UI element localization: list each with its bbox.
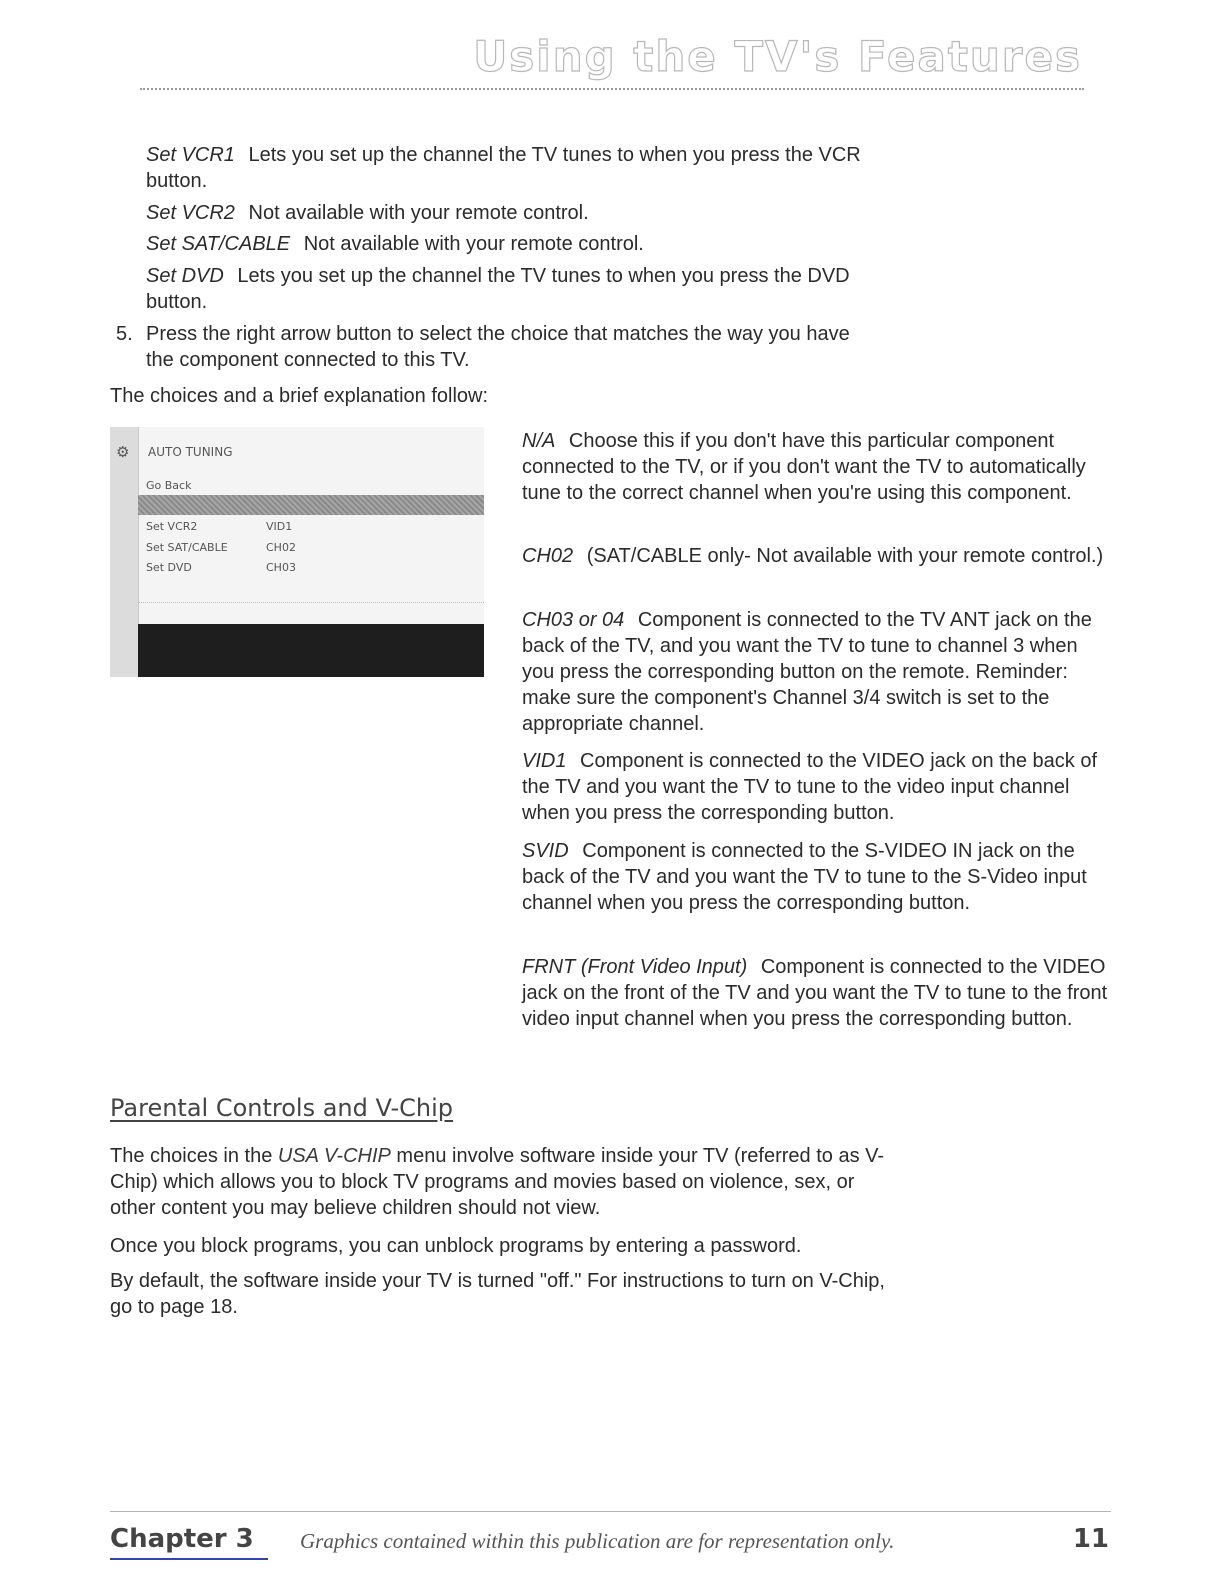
choice-term: N/A [522, 430, 556, 452]
setup-term: Set VCR2 [146, 202, 235, 224]
setup-term: Set VCR1 [146, 144, 235, 166]
choice-term: CH02 [522, 545, 574, 567]
step-text: Press the right arrow button to select the choice that matches the way you have the component connected to this TV. [146, 323, 850, 371]
setup-term: Set DVD [146, 265, 224, 287]
choice-text: Component is connected to the S-VIDEO IN jack on the back of the TV and you want the TV to tune to the S-Video input channel when you press the corresponding button. [522, 840, 1087, 914]
menu-row-label: Set SAT/CABLE [146, 541, 228, 554]
choice-term: VID1 [522, 750, 567, 772]
choice-term: SVID [522, 840, 569, 862]
menu-row [146, 561, 296, 574]
setup-text: Lets you set up the channel the TV tunes to when you press the DVD button. [146, 265, 850, 313]
choice-ch02 [522, 543, 1112, 569]
footer-chapter-underline [110, 1558, 268, 1560]
setup-item-vcr1 [146, 142, 876, 194]
header-divider [140, 88, 1084, 90]
footer-divider [110, 1511, 1111, 1512]
setup-item-vcr2 [146, 200, 876, 226]
parental-paragraph-2: Once you block programs, you can unblock programs by entering a password. [110, 1235, 802, 1257]
menu-dotted-divider [138, 602, 484, 603]
step-5 [116, 321, 876, 373]
setup-text: Not available with your remote control. [303, 233, 644, 255]
choice-term: CH03 or 04 [522, 609, 625, 631]
choice-svid [522, 838, 1112, 916]
menu-title: AUTO TUNING [148, 445, 233, 459]
menu-side-strip [110, 427, 139, 677]
choice-ch03-04 [522, 607, 1112, 737]
parental-paragraph-1 [110, 1143, 890, 1221]
footer-chapter: Chapter 3 [110, 1524, 254, 1554]
setup-item-sat-cable [146, 231, 876, 257]
setup-text: Lets you set up the channel the TV tunes to when you press the VCR button. [146, 144, 861, 192]
choice-text: Component is connected to the TV ANT jack on the back of the TV, and you want the TV to tune to channel 3 when you press the corresponding button on the remote. Reminder: make sure the component's Channel 3/4 switch is set to the appropriate channel. [522, 609, 1092, 735]
choice-text: (SAT/CABLE only- Not available with your remote control.) [586, 545, 1104, 567]
menu-gear-icon: ⚙ [116, 443, 130, 461]
menu-row-label: Set VCR2 [146, 520, 198, 533]
page-number: 11 [1072, 1524, 1109, 1554]
paragraph-text: menu involve software inside your TV (referred to as V-Chip) which allows you to block TV programs and movies based on violence, sex, or other content you may believe children should not view. [110, 1145, 885, 1219]
page-header-title: Using the TV's Features [473, 32, 1082, 81]
step-number: 5. [116, 323, 133, 345]
paragraph-text: The choices in the [110, 1145, 278, 1167]
choice-text: Component is connected to the VIDEO jack on the front of the TV and you want the TV to tune to the front video input channel when you press the corresponding button. [522, 956, 1108, 1030]
menu-row-value: CH02 [266, 541, 296, 554]
tv-menu-screenshot [110, 427, 484, 677]
choice-frnt [522, 954, 1112, 1032]
setup-item-dvd [146, 263, 876, 315]
choice-vid1 [522, 748, 1112, 826]
choice-text: Component is connected to the VIDEO jack on the back of the TV and you want the TV to tune to the video input channel when you press the corresponding button. [522, 750, 1097, 824]
menu-row-label: Set DVD [146, 561, 192, 574]
menu-row [146, 541, 296, 554]
parental-paragraph-3: By default, the software inside your TV is turned "off." For instructions to turn on V-Chip, go to page 18. [110, 1270, 885, 1318]
section-heading-parental: Parental Controls and V-Chip [110, 1094, 454, 1122]
menu-row-value: CH03 [266, 561, 296, 574]
menu-highlight-bar [138, 495, 484, 515]
menu-name-emphasis: USA V-CHIP [277, 1145, 391, 1167]
choice-term: FRNT (Front Video Input) [522, 956, 748, 978]
choices-intro: The choices and a brief explanation follow: [110, 385, 489, 407]
footer-disclaimer: Graphics contained within this publication are for representation only. [300, 1529, 895, 1553]
menu-info-bar [138, 624, 484, 677]
setup-text: Not available with your remote control. [248, 202, 589, 224]
menu-row-value: VID1 [266, 520, 293, 533]
choice-na [522, 428, 1112, 506]
menu-row [146, 520, 293, 533]
setup-term: Set SAT/CABLE [146, 233, 291, 255]
menu-go-back: Go Back [146, 479, 192, 492]
choice-text: Choose this if you don't have this particular component connected to the TV, or if you don't want the TV to automatically tune to the correct channel when you're using this component. [522, 430, 1086, 504]
